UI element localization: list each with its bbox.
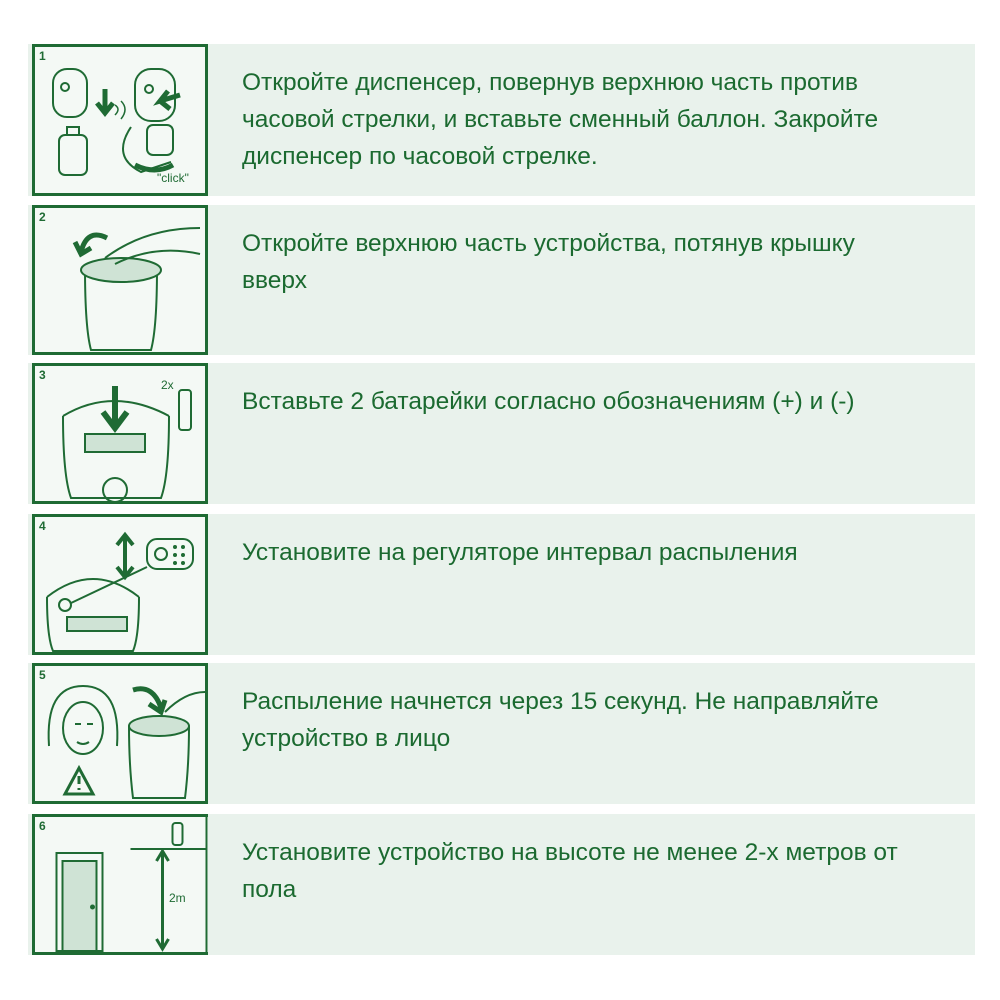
- step-5: [28, 663, 975, 804]
- step-number: 6: [39, 819, 46, 833]
- open-lid-icon: [35, 208, 205, 352]
- step-1-illustration: [32, 44, 208, 196]
- step-number: 2: [39, 210, 46, 224]
- step-2: [28, 205, 975, 355]
- step-6-text: Установите устройство на высоте не менее 2-х метров от пола: [242, 839, 898, 903]
- step-3: [28, 363, 975, 504]
- step-6: [28, 814, 975, 955]
- step-number: 5: [39, 668, 46, 682]
- interval-regulator-icon: [35, 517, 205, 652]
- step-2-illustration: [32, 205, 208, 355]
- warning-face-icon: [35, 666, 205, 801]
- step-1: [28, 44, 975, 196]
- step-3-illustration: [32, 363, 208, 504]
- step-4-illustration: [32, 514, 208, 655]
- height-caption: 2m: [169, 891, 186, 905]
- step-number: 4: [39, 519, 46, 533]
- mount-height-icon: [35, 817, 208, 952]
- battery-count-caption: 2x: [161, 378, 174, 392]
- step-4: [28, 514, 975, 655]
- step-1-text: Откройте диспенсер, повернув верхнюю часть против часовой стрелки, и вставьте сменный баллон. Закройте диспенсер по часовой стрелке.: [242, 69, 879, 170]
- step-number: 1: [39, 49, 46, 63]
- step-5-text: Распыление начнется через 15 секунд. Не направляйте устройство в лицо: [242, 688, 879, 752]
- step-4-text: Установите на регуляторе интервал распыления: [242, 539, 798, 566]
- click-caption: "click": [157, 171, 189, 185]
- step-number: 3: [39, 368, 46, 382]
- step-2-text: Откройте верхнюю часть устройства, потянув крышку вверх: [242, 230, 855, 294]
- step-5-illustration: [32, 663, 208, 804]
- battery-insert-icon: [35, 366, 205, 501]
- step-6-illustration: [32, 814, 208, 955]
- step-3-text: Вставьте 2 батарейки согласно обозначениям (+) и (-): [242, 388, 855, 415]
